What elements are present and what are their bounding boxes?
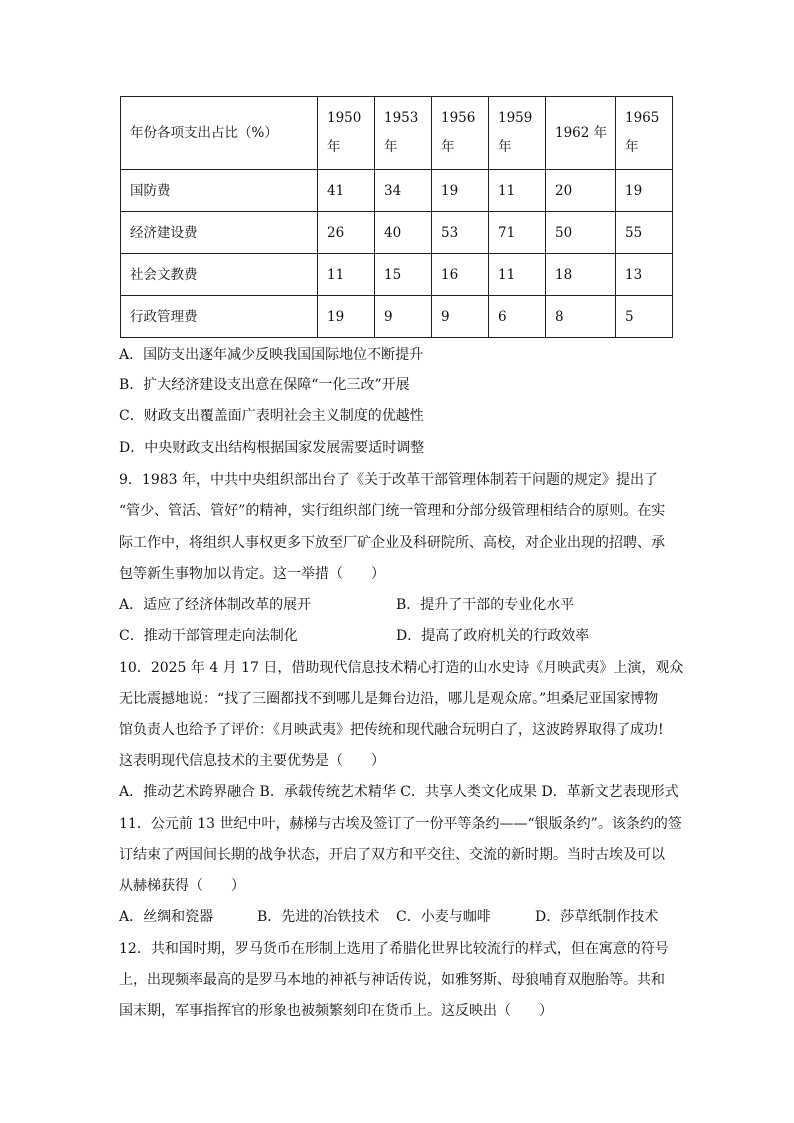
table-row-label: 国防费 [121, 170, 318, 212]
table-header-label: 年份各项支出占比（%） [121, 97, 318, 170]
q9-stem-line: 际工作中，将组织人事权更多下放至厂矿企业及科研院所、高校，对企业出现的招聘、承 [119, 535, 665, 551]
q11-stem-line: 从赫梯获得（ ） [119, 878, 245, 894]
q11-stem-line: 11．公元前 13 世纪中叶，赫梯与古埃及签订了一份平等条约——“银版条约”。该条约的签 [119, 816, 682, 832]
expenditure-table-container [120, 96, 673, 338]
table-cell: 5 [616, 296, 673, 338]
table-row [121, 212, 673, 254]
table-cell: 8 [546, 296, 616, 338]
table-cell: 55 [616, 212, 673, 254]
q12-stem-line: 上，出现频率最高的是罗马本地的神祇与神话传说，如雅努斯、母狼哺育双胞胎等。共和 [119, 972, 665, 988]
q11-option-d: D．莎草纸制作技术 [535, 909, 659, 925]
table-header-year: 1959 年 [489, 97, 546, 170]
table-header-year: 1956 年 [432, 97, 489, 170]
q12-stem-line: 12．共和国时期，罗马货币在形制上选用了希腊化世界比较流行的样式，但在寓意的符号 [119, 941, 669, 957]
table-cell: 18 [546, 254, 616, 296]
table-cell: 20 [546, 170, 616, 212]
table-header-row [121, 97, 673, 170]
table-cell: 71 [489, 212, 546, 254]
q8-option-a: A．国防支出逐年减少反映我国国际地位不断提升 [119, 347, 424, 363]
q11-option-c: C．小麦与咖啡 [396, 909, 491, 925]
q11-option-a: A．丝绸和瓷器 [119, 909, 214, 925]
table-cell: 9 [432, 296, 489, 338]
table-cell: 9 [375, 296, 432, 338]
q9-stem-line: “管少、管活、管好”的精神，实行组织部门统一管理和分部分级管理相结合的原则。在实 [119, 503, 666, 519]
q8-option-b: B．扩大经济建设支出意在保障“一化三改”开展 [119, 377, 410, 393]
q9-option-a: A．适应了经济体制改革的展开 [119, 597, 312, 613]
table-cell: 13 [616, 254, 673, 296]
table-cell: 26 [318, 212, 375, 254]
table-cell: 11 [489, 170, 546, 212]
q9-stem-line: 9．1983 年，中共中央组织部出台了《关于改革干部管理体制若干问题的规定》提出了 [119, 472, 658, 488]
table-cell: 34 [375, 170, 432, 212]
q10-stem-line: 10．2025 年 4 月 17 日，借助现代信息技术精心打造的山水史诗《月映武夷》上演，观众 [119, 660, 684, 676]
table-header-year: 1962 年 [546, 97, 616, 170]
q10-stem-line: 馆负责人也给予了评价：《月映武夷》把传统和现代融合玩明白了，这波跨界取得了成功! [119, 722, 664, 738]
q10-stem-line: 无比震撼地说：“找了三圈都找不到哪儿是舞台边沿，哪儿是观众席。”坦桑尼亚国家博物 [119, 691, 659, 707]
q12-stem-line: 国末期，军事指挥官的形象也被频繁刻印在货币上。这反映出（ ） [119, 1003, 553, 1019]
table-cell: 19 [432, 170, 489, 212]
table-header-year: 1965 年 [616, 97, 673, 170]
q11-option-b: B．先进的冶铁技术 [257, 909, 380, 925]
q10-stem-line: 这表明现代信息技术的主要优势是（ ） [119, 753, 385, 769]
table-cell: 16 [432, 254, 489, 296]
table-row [121, 170, 673, 212]
table-cell: 41 [318, 170, 375, 212]
q11-stem-line: 订结束了两国间长期的战争状态，开启了双方和平交往、交流的新时期。当时古埃及可以 [119, 847, 665, 863]
expenditure-table [120, 96, 673, 338]
table-cell: 15 [375, 254, 432, 296]
table-row [121, 296, 673, 338]
q9-option-b: B．提升了干部的专业化水平 [396, 597, 575, 613]
q9-option-c: C．推动干部管理走向法制化 [119, 628, 298, 644]
table-cell: 6 [489, 296, 546, 338]
q9-option-d: D．提高了政府机关的行政效率 [396, 628, 590, 644]
table-cell: 50 [546, 212, 616, 254]
q10-options: A．推动艺术跨界融合 B．承载传统艺术精华 C．共享人类文化成果 D．革新文艺表现形式 [119, 784, 679, 800]
q9-stem-line: 包等新生事物加以肯定。这一举措（ ） [119, 566, 385, 582]
table-cell: 11 [489, 254, 546, 296]
table-cell: 19 [616, 170, 673, 212]
table-header-year: 1950 年 [318, 97, 375, 170]
q8-option-d: D．中央财政支出结构根据国家发展需要适时调整 [119, 440, 425, 456]
table-header-year: 1953 年 [375, 97, 432, 170]
table-cell: 53 [432, 212, 489, 254]
table-row [121, 254, 673, 296]
table-row-label: 行政管理费 [121, 296, 318, 338]
table-row-label: 经济建设费 [121, 212, 318, 254]
table-cell: 19 [318, 296, 375, 338]
table-row-label: 社会文教费 [121, 254, 318, 296]
table-cell: 11 [318, 254, 375, 296]
q8-option-c: C．财政支出覆盖面广表明社会主义制度的优越性 [119, 408, 424, 424]
table-cell: 40 [375, 212, 432, 254]
